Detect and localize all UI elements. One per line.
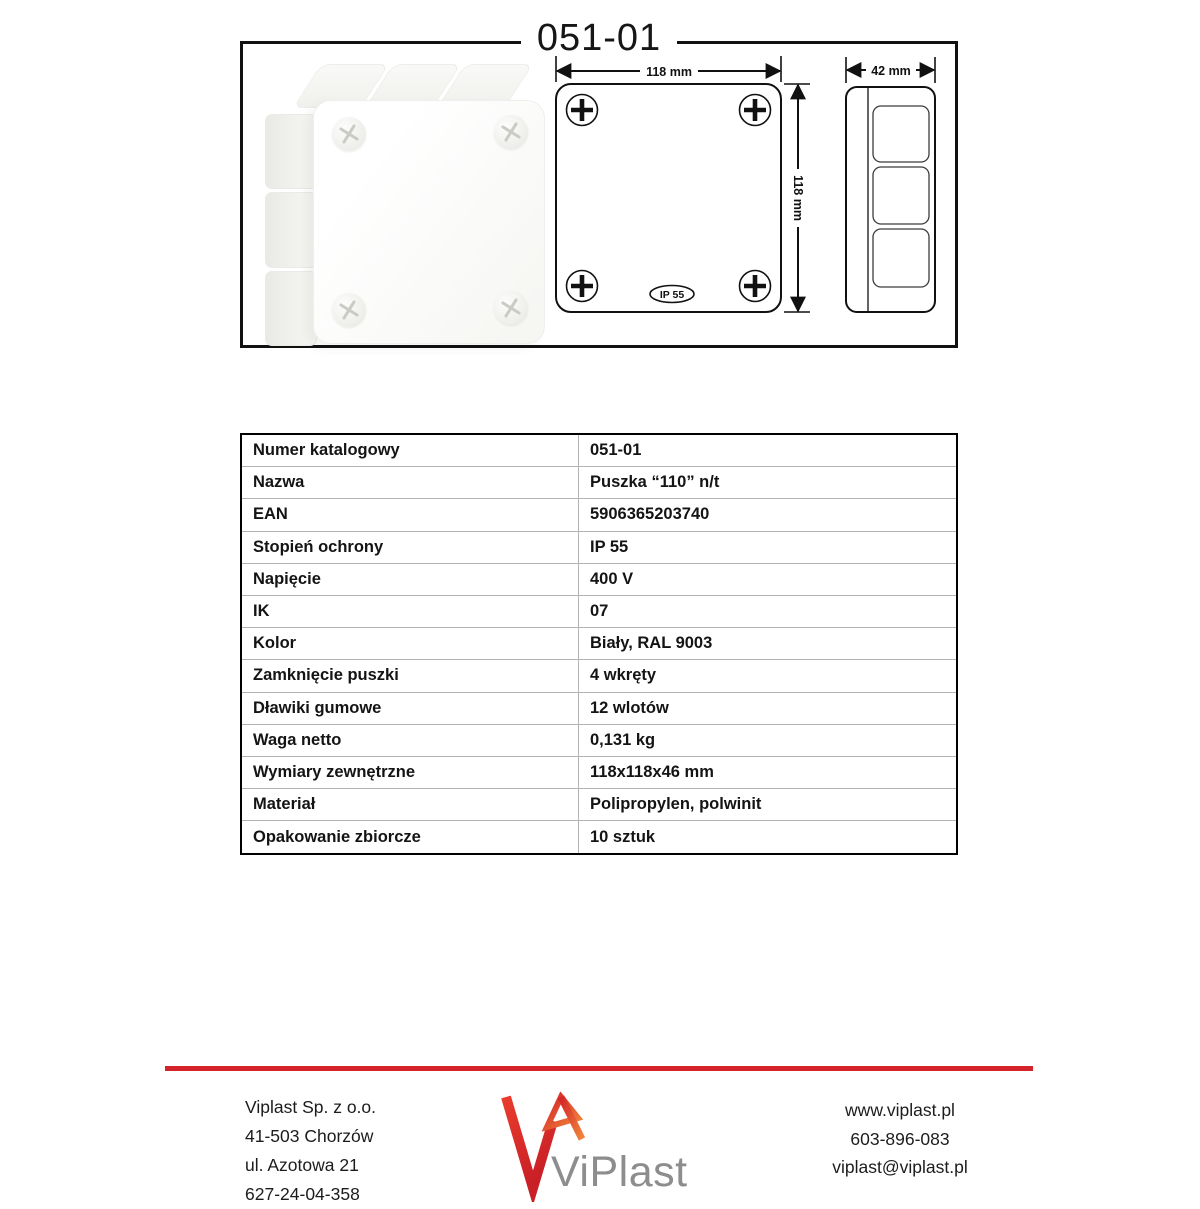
table-row — [242, 532, 956, 564]
viplast-logo — [495, 1090, 735, 1202]
spec-value: IP 55 — [590, 537, 629, 556]
footer-line: ul. Azotowa 21 — [245, 1155, 359, 1175]
spec-label: Zamknięcie puszki — [242, 660, 579, 691]
spec-value: 400 V — [590, 569, 634, 588]
footer-line: Viplast Sp. z o.o. — [245, 1097, 377, 1117]
table-row — [242, 435, 956, 467]
screw-icon — [494, 291, 528, 325]
spec-value: 10 sztuk — [590, 827, 656, 846]
spec-label: Materiał — [242, 789, 579, 820]
side-view — [846, 57, 935, 312]
spec-value: 118x118x46 mm — [590, 762, 714, 781]
footer-line: 603-896-083 — [850, 1128, 950, 1149]
viplast-logo-text: ViPlast — [551, 1148, 688, 1196]
table-row — [242, 821, 956, 853]
spec-label: Waga netto — [242, 725, 579, 756]
photo-lid — [313, 100, 545, 344]
footer-line: www.viplast.pl — [845, 1100, 955, 1120]
front-width-label: 118 mm — [646, 65, 692, 79]
spec-value: Polipropylen, polwinit — [590, 795, 762, 814]
screw-icon — [332, 117, 366, 151]
screw-icon — [494, 115, 528, 149]
spec-label: EAN — [242, 499, 579, 530]
spec-value: 07 — [590, 602, 609, 621]
footer-line: 627-24-04-358 — [245, 1184, 360, 1204]
spec-label: IK — [242, 596, 579, 627]
front-view — [556, 56, 810, 312]
side-depth-label: 42 mm — [871, 64, 911, 78]
table-row — [242, 499, 956, 531]
photo-side-face — [265, 114, 317, 346]
table-row — [242, 725, 956, 757]
technical-drawing — [548, 44, 950, 344]
spec-value: 5906365203740 — [590, 505, 710, 524]
spec-label: Wymiary zewnętrzne — [242, 757, 579, 788]
table-row — [242, 628, 956, 660]
side-knockouts — [873, 106, 929, 287]
spec-value: Biały, RAL 9003 — [590, 634, 713, 653]
spec-label: Stopień ochrony — [242, 532, 579, 563]
contact-block — [780, 1096, 1020, 1182]
catalog-number-title: 051-01 — [521, 17, 677, 60]
spec-value: 051-01 — [590, 441, 642, 460]
table-row — [242, 467, 956, 499]
footer-line: viplast@viplast.pl — [832, 1157, 968, 1177]
front-height-dimension — [784, 84, 810, 312]
spec-value: Puszka “110” n/t — [590, 473, 720, 492]
footer-accent-rule — [165, 1066, 1033, 1071]
spec-value: 4 wkręty — [590, 666, 657, 685]
front-height-label: 118 mm — [791, 175, 805, 221]
spec-value: 12 wlotów — [590, 698, 669, 717]
footer-line: 41-503 Chorzów — [245, 1126, 374, 1146]
screw-icon — [332, 293, 366, 327]
table-row — [242, 660, 956, 692]
product-drawing-frame — [240, 17, 958, 348]
table-row — [242, 596, 956, 628]
ip-rating-badge — [650, 286, 694, 303]
front-width-dimension — [556, 56, 781, 82]
table-row — [242, 564, 956, 596]
spec-label: Nazwa — [242, 467, 579, 498]
side-depth-dimension — [846, 57, 935, 83]
product-photo — [255, 56, 535, 348]
spec-label: Napięcie — [242, 564, 579, 595]
spec-label: Opakowanie zbiorcze — [242, 821, 579, 853]
spec-label: Dławiki gumowe — [242, 693, 579, 724]
spec-value: 0,131 kg — [590, 730, 656, 749]
spec-table — [240, 433, 958, 855]
ip-rating-label: IP 55 — [659, 289, 685, 301]
table-row — [242, 693, 956, 725]
company-address-block — [245, 1093, 376, 1209]
spec-label: Kolor — [242, 628, 579, 659]
table-row — [242, 757, 956, 789]
table-row — [242, 789, 956, 821]
spec-label: Numer katalogowy — [242, 435, 579, 466]
